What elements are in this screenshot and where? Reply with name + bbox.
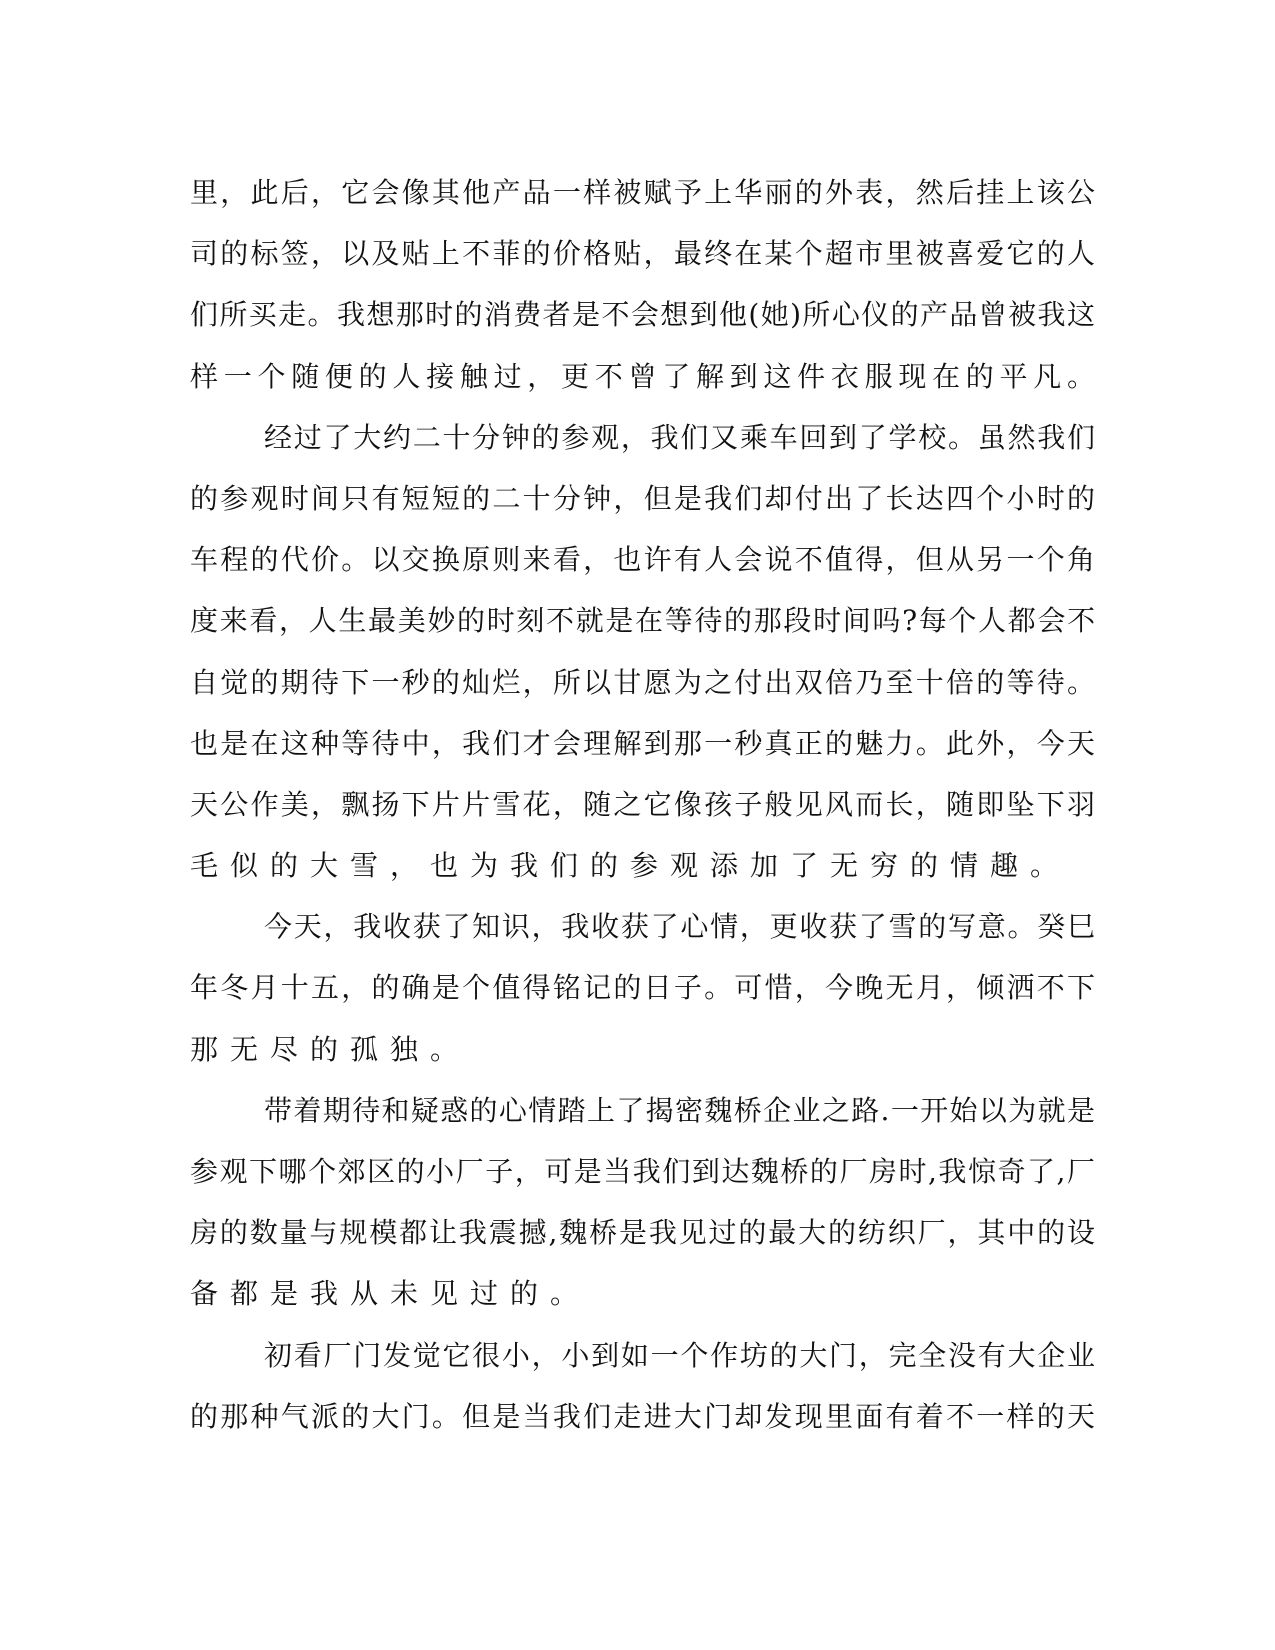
text-line: 参观下哪个郊区的小厂子，可是当我们到达魏桥的厂房时,我惊奇了,厂	[190, 1155, 1097, 1188]
text-line: 初看厂门发觉它很小，小到如一个作坊的大门，完全没有大企业	[264, 1338, 1097, 1372]
text-line: 们所买走。我想那时的消费者是不会想到他(她)所心仪的产品曾被我这	[190, 298, 1097, 332]
text-line: 经过了大约二十分钟的参观，我们又乘车回到了学校。虽然我们	[264, 420, 1097, 454]
text-line: 备都是我从未见过的。	[190, 1277, 591, 1311]
text-line: 也是在这种等待中，我们才会理解到那一秒真正的魅力。此外，今天	[190, 726, 1098, 760]
text-line: 里，此后，它会像其他产品一样被赋予上华丽的外表，然后挂上该公	[190, 176, 1098, 209]
document-body	[190, 162, 1101, 1447]
text-line: 年冬月十五，的确是个值得铭记的日子。可惜，今晚无月，倾洒不下	[190, 971, 1098, 1005]
text-line: 带着期待和疑惑的心情踏上了揭密魏桥企业之路.一开始以为就是	[264, 1093, 1097, 1127]
text-line: 自觉的期待下一秒的灿烂，所以甘愿为之付出双倍乃至十倍的等待。	[190, 665, 1098, 699]
text-line: 度来看，人生最美妙的时刻不就是在等待的那段时间吗?每个人都会不	[190, 604, 1097, 638]
text-line: 的那种气派的大门。但是当我们走进大门却发现里面有着不一样的天	[190, 1399, 1098, 1433]
text-line: 样一个随便的人接触过，更不曾了解到这件衣服现在的平凡。	[190, 359, 1101, 393]
text-line: 车程的代价。以交换原则来看，也许有人会说不值得，但从另一个角	[190, 543, 1098, 577]
text-line: 的参观时间只有短短的二十分钟，但是我们却付出了长达四个小时的	[190, 481, 1098, 515]
text-line: 今天，我收获了知识，我收获了心情，更收获了雪的写意。癸巳	[264, 910, 1097, 944]
text-line: 房的数量与规模都让我震撼,魏桥是我见过的最大的纺织厂，其中的设	[190, 1216, 1097, 1250]
text-line: 那无尽的孤独。	[190, 1032, 471, 1066]
text-line: 司的标签，以及贴上不菲的价格贴，最终在某个超市里被喜爱它的人	[190, 237, 1098, 271]
text-line: 天公作美，飘扬下片片雪花，随之它像孩子般见风而长，随即坠下羽	[190, 787, 1098, 821]
text-line: 毛似的大雪，也为我们的参观添加了无穷的情趣。	[190, 849, 1071, 883]
